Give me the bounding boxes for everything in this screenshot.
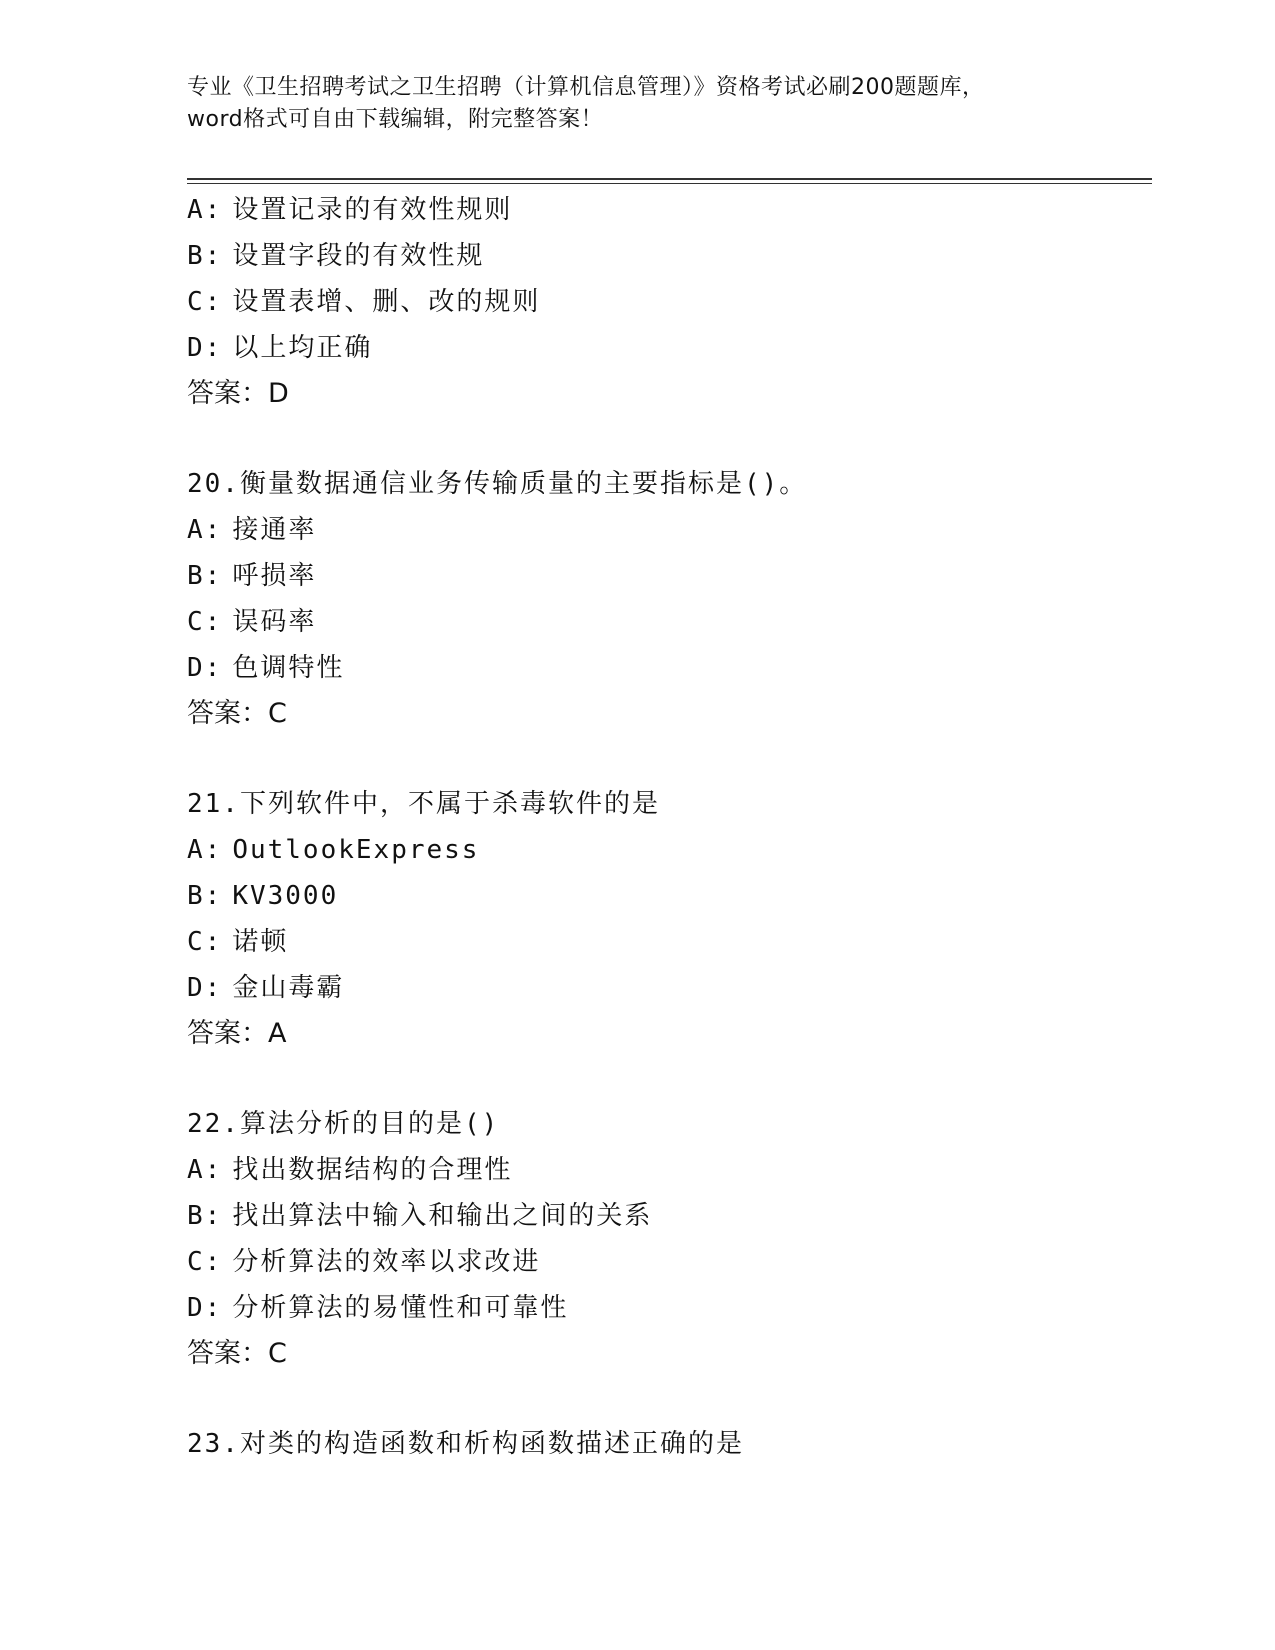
header-divider-thin [187,183,1152,184]
option-a: A: OutlookExpress [187,835,480,865]
option-d: D: 金山毒霸 [187,973,345,1003]
option-b: B: 设置字段的有效性规 [187,241,485,271]
question-block-20 [187,461,1147,737]
option-b: B: KV3000 [187,881,339,911]
option-d: D: 以上均正确 [187,333,373,363]
question-text: 20.衡量数据通信业务传输质量的主要指标是()。 [187,469,808,499]
spacer [187,1057,1147,1101]
header-title-line-1: 专业《卫生招聘考试之卫生招聘（计算机信息管理）》资格考试必刷200题题库， [187,75,985,100]
header-title-line-2: word格式可自由下载编辑，附完整答案！ [187,107,604,132]
answer-line: 答案：C [187,698,287,729]
option-d: D: 色调特性 [187,653,345,683]
question-text: 23.对类的构造函数和析构函数描述正确的是 [187,1429,744,1459]
option-c: C: 分析算法的效率以求改进 [187,1247,541,1277]
option-c: C: 设置表增、删、改的规则 [187,287,541,317]
question-block-21 [187,781,1147,1057]
spacer [187,737,1147,781]
spacer [187,417,1147,461]
answer-line: 答案：A [187,1018,287,1049]
question-block-23 [187,1421,1147,1467]
option-a: A: 接通率 [187,515,317,545]
header-divider-thick [187,178,1152,180]
option-a: A: 设置记录的有效性规则 [187,195,513,225]
document-header [187,72,1087,136]
answer-line: 答案：D [187,378,289,409]
option-a: A: 找出数据结构的合理性 [187,1155,513,1185]
question-text: 21.下列软件中，不属于杀毒软件的是 [187,789,660,819]
option-d: D: 分析算法的易懂性和可靠性 [187,1293,569,1323]
option-b: B: 找出算法中输入和输出之间的关系 [187,1201,653,1231]
option-b: B: 呼损率 [187,561,317,591]
spacer [187,1377,1147,1421]
question-block-22 [187,1101,1147,1377]
option-c: C: 误码率 [187,607,317,637]
question-text: 22.算法分析的目的是() [187,1109,500,1139]
answer-line: 答案：C [187,1338,287,1369]
option-c: C: 诺顿 [187,927,289,957]
question-block-prev [187,187,1147,417]
question-list [187,187,1147,1467]
